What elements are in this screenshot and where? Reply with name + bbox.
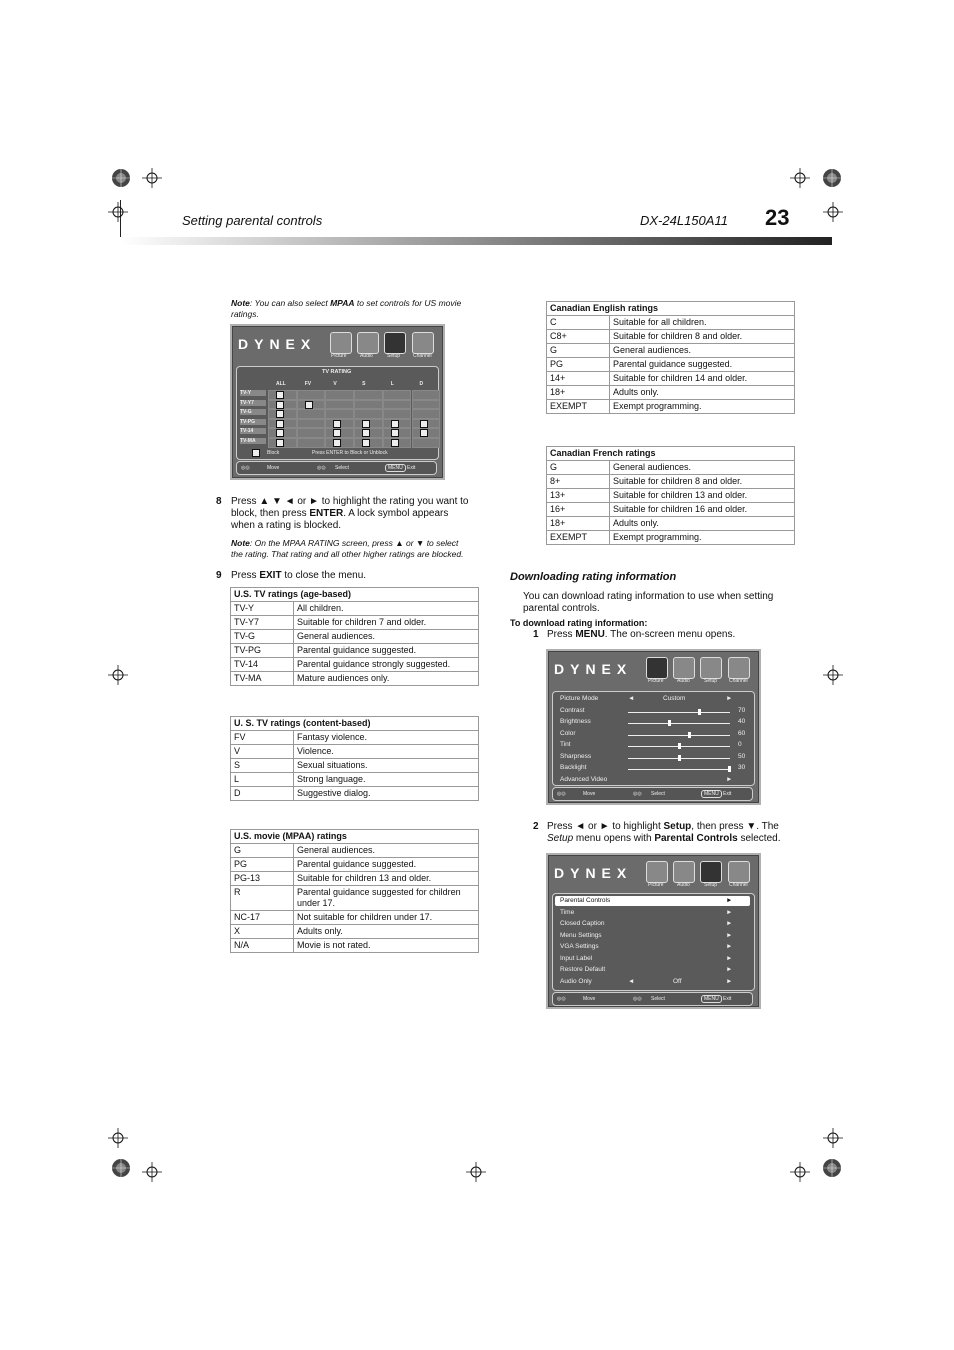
setup-icon xyxy=(700,657,722,679)
rating-cell[interactable] xyxy=(412,400,441,410)
menu-item-label[interactable]: Picture Mode xyxy=(560,695,599,702)
menu-item-label[interactable]: Parental Controls xyxy=(560,897,611,904)
rating-code: PG-13 xyxy=(231,872,294,886)
rating-description: Parental guidance strongly suggested. xyxy=(294,658,479,672)
rating-code: R xyxy=(231,886,294,911)
slider-knob[interactable] xyxy=(678,755,681,761)
rating-title: TV RATING xyxy=(322,369,352,375)
rating-description: Fantasy violence. xyxy=(294,731,479,745)
rating-description: Violence. xyxy=(294,745,479,759)
rating-code: TV-14 xyxy=(231,658,294,672)
rating-code: TV-MA xyxy=(231,672,294,686)
lock-icon xyxy=(333,420,341,428)
tab-picture: Picture xyxy=(331,353,347,359)
menu-item-label[interactable]: Brightness xyxy=(560,718,591,725)
tab-channel: Channel xyxy=(729,882,748,888)
foot-exit: Exit xyxy=(407,465,416,471)
table-row xyxy=(231,858,479,872)
rating-cell[interactable] xyxy=(297,390,326,400)
table-title: U.S. TV ratings (age-based) xyxy=(231,588,479,602)
lock-icon xyxy=(362,420,370,428)
color-target-mark xyxy=(822,168,842,188)
table-row xyxy=(231,844,479,858)
lock-icon xyxy=(391,429,399,437)
table-row xyxy=(231,773,479,787)
picture-icon xyxy=(330,332,352,354)
setup-menu-screen xyxy=(546,853,761,1009)
rating-code: 14+ xyxy=(547,372,610,386)
menu-item-value: 40 xyxy=(738,718,746,725)
dynex-logo: DYNEX xyxy=(238,336,317,352)
rating-code: 13+ xyxy=(547,489,610,503)
menu-item-label[interactable]: Restore Default xyxy=(560,966,606,973)
table-row xyxy=(547,475,795,489)
tab-channel: Channel xyxy=(413,353,432,359)
foot-move: Move xyxy=(583,996,596,1002)
rating-row-label[interactable]: TV-PG xyxy=(240,419,266,425)
arrow-right-icon[interactable]: ► xyxy=(726,775,733,783)
tab-picture: Picture xyxy=(648,678,664,684)
arrow-right-icon[interactable]: ► xyxy=(726,897,733,904)
registration-mark xyxy=(823,665,843,685)
arrow-right-icon[interactable]: ► xyxy=(726,908,733,916)
table-row xyxy=(231,787,479,801)
rating-description: Suitable for children 8 and older. xyxy=(610,330,795,344)
rating-column-header: S xyxy=(362,381,366,387)
menu-item-label[interactable]: Time xyxy=(560,908,575,916)
table-row xyxy=(547,461,795,475)
rating-code: 18+ xyxy=(547,517,610,531)
slider-track[interactable] xyxy=(628,735,730,736)
screen-footer xyxy=(552,992,753,1006)
lock-icon xyxy=(252,449,260,457)
rating-description: General audiences. xyxy=(610,344,795,358)
rating-description: Exempt programming. xyxy=(610,400,795,414)
lock-icon xyxy=(276,439,284,447)
menu-item-value: 50 xyxy=(738,752,746,760)
menu-item-label[interactable]: Audio Only xyxy=(560,977,592,985)
rating-description: Adults only. xyxy=(610,517,795,531)
tab-setup: Setup xyxy=(704,678,718,684)
arrow-right-icon[interactable]: ► xyxy=(726,977,733,985)
picture-icon xyxy=(646,657,668,679)
menu-item-label[interactable]: Color xyxy=(560,729,576,737)
lock-icon xyxy=(420,420,428,428)
table-row xyxy=(547,489,795,503)
table-row xyxy=(547,386,795,400)
registration-mark xyxy=(108,202,128,222)
lock-icon xyxy=(333,439,341,447)
rating-code: FV xyxy=(231,731,294,745)
lock-icon xyxy=(362,429,370,437)
registration-mark xyxy=(790,168,810,188)
rating-cell[interactable] xyxy=(354,390,383,400)
screen-footer xyxy=(236,461,437,475)
rating-description: Suitable for all children. xyxy=(610,316,795,330)
rating-code: C8+ xyxy=(547,330,610,344)
menu-item-label[interactable]: Contrast xyxy=(560,706,585,714)
registration-mark xyxy=(108,665,128,685)
rating-cell[interactable] xyxy=(297,428,326,438)
rating-cell[interactable] xyxy=(325,409,354,419)
us-tv-ratings-age-table xyxy=(230,587,479,686)
rating-code: TV-Y7 xyxy=(231,616,294,630)
table-row xyxy=(231,672,479,686)
lock-icon xyxy=(391,439,399,447)
foot-menu: MENU xyxy=(701,995,722,1003)
menu-item-value: Custom xyxy=(663,695,686,702)
table-row xyxy=(547,517,795,531)
table-row xyxy=(231,886,479,911)
setup-icon xyxy=(384,332,406,354)
channel-icon xyxy=(728,657,750,679)
slider-knob[interactable] xyxy=(698,709,701,715)
picture-menu-panel xyxy=(552,691,755,786)
table-row xyxy=(547,400,795,414)
foot-move: Move xyxy=(583,791,596,797)
rating-code: TV-Y xyxy=(231,602,294,616)
canadian-english-ratings-table xyxy=(546,301,795,414)
rating-code: S xyxy=(231,759,294,773)
table-row xyxy=(547,503,795,517)
rating-description: Parental guidance suggested for children under 17. xyxy=(294,886,479,911)
tab-setup: Setup xyxy=(387,353,401,359)
menu-item-label[interactable]: Menu Settings xyxy=(560,931,602,939)
lock-icon xyxy=(305,401,313,409)
tv-rating-screen xyxy=(230,324,445,480)
menu-item-label[interactable]: Closed Caption xyxy=(560,920,605,927)
table-row xyxy=(231,658,479,672)
step-9-number: 9 xyxy=(216,570,222,581)
rating-description: Exempt programming. xyxy=(610,531,795,545)
select-icon: ◎◎ xyxy=(633,791,642,797)
rating-code: EXEMPT xyxy=(547,400,610,414)
table-title: Canadian French ratings xyxy=(547,447,795,461)
step-9-text: Press EXIT to close the menu. xyxy=(231,570,367,581)
rating-cell[interactable] xyxy=(297,419,326,429)
lock-icon xyxy=(276,429,284,437)
rating-description: Suitable for children 13 and older. xyxy=(294,872,479,886)
tab-picture: Picture xyxy=(648,882,664,888)
rating-code: PG xyxy=(547,358,610,372)
rating-row-label[interactable]: TV-14 xyxy=(240,428,266,434)
menu-item-label[interactable]: Backlight xyxy=(560,764,587,771)
menu-item-label[interactable]: VGA Settings xyxy=(560,943,599,950)
menu-item-value: 60 xyxy=(738,729,746,737)
foot-select: Select xyxy=(651,996,665,1002)
table-title: U. S. TV ratings (content-based) xyxy=(231,717,479,731)
audio-icon xyxy=(357,332,379,354)
note-step-8: Note: On the MPAA RATING screen, press ▲ or ▼ to select the rating. That rating and all other higher ratings are blocked. xyxy=(231,538,464,559)
menu-item-label[interactable]: Sharpness xyxy=(560,752,592,760)
table-row xyxy=(231,759,479,773)
rating-cell[interactable] xyxy=(297,438,326,448)
table-row xyxy=(231,630,479,644)
lock-icon xyxy=(333,429,341,437)
tab-audio: Audio xyxy=(677,882,690,888)
lock-icon xyxy=(391,420,399,428)
table-row xyxy=(547,316,795,330)
lock-icon xyxy=(276,410,284,418)
rating-column-header: D xyxy=(419,381,424,387)
arrow-right-icon[interactable]: ► xyxy=(726,931,733,939)
audio-icon xyxy=(673,657,695,679)
menu-item-label[interactable]: Advanced Video xyxy=(560,775,608,783)
us-tv-ratings-content-table xyxy=(230,716,479,801)
rating-code: N/A xyxy=(231,939,294,953)
arrow-right-icon[interactable]: ► xyxy=(726,966,733,973)
rating-description: Parental guidance suggested. xyxy=(294,644,479,658)
rating-description: Parental guidance suggested. xyxy=(294,858,479,872)
rating-row-label[interactable]: TV-MA xyxy=(240,438,266,444)
rating-code: X xyxy=(231,925,294,939)
rating-description: Suitable for children 14 and older. xyxy=(610,372,795,386)
section-heading-download: Downloading rating information xyxy=(510,571,677,583)
rating-code: G xyxy=(547,461,610,475)
download-step-2-text: Press ◄ or ► to highlight Setup, then press ▼. The Setup menu opens with Parental Controls selected. xyxy=(547,821,781,844)
tab-channel: Channel xyxy=(729,678,748,684)
rating-code: L xyxy=(231,773,294,787)
rating-code: 18+ xyxy=(547,386,610,400)
rating-column-header: V xyxy=(333,381,337,387)
download-step-1-text: Press MENU. The on-screen menu opens. xyxy=(547,629,736,640)
rating-column-header: ALL xyxy=(276,381,286,387)
rating-column-header: L xyxy=(390,381,394,387)
rating-description: Not suitable for children under 17. xyxy=(294,911,479,925)
rating-description: Strong language. xyxy=(294,773,479,787)
slider-track[interactable] xyxy=(628,712,730,713)
rating-description: Mature audiences only. xyxy=(294,672,479,686)
table-row xyxy=(231,911,479,925)
slider-knob[interactable] xyxy=(688,732,691,738)
select-icon: ◎◎ xyxy=(317,465,326,471)
arrow-right-icon[interactable]: ► xyxy=(726,920,733,927)
download-step-2-number: 2 xyxy=(533,821,539,832)
registration-mark xyxy=(142,1162,162,1182)
setup-icon xyxy=(700,861,722,883)
arrow-right-icon[interactable]: ► xyxy=(726,943,733,950)
us-movie-ratings-table xyxy=(230,829,479,953)
rating-description: Adults only. xyxy=(610,386,795,400)
menu-item-label[interactable]: Input Label xyxy=(560,954,593,962)
foot-select: Select xyxy=(651,791,665,797)
rating-description: Suitable for children 13 and older. xyxy=(610,489,795,503)
color-target-mark xyxy=(822,1158,842,1178)
rating-cell[interactable] xyxy=(354,409,383,419)
table-row xyxy=(231,925,479,939)
rating-description: All children. xyxy=(294,602,479,616)
menu-item-value: 30 xyxy=(738,764,746,771)
rating-code: D xyxy=(231,787,294,801)
registration-mark xyxy=(823,202,843,222)
setup-menu-panel xyxy=(552,893,755,991)
table-row xyxy=(547,344,795,358)
move-icon: ◎◎ xyxy=(557,996,566,1002)
menu-item-value: 70 xyxy=(738,706,746,714)
color-target-mark xyxy=(111,1158,131,1178)
picture-icon xyxy=(646,861,668,883)
table-row xyxy=(231,939,479,953)
rating-description: Parental guidance suggested. xyxy=(610,358,795,372)
table-row xyxy=(547,531,795,545)
arrow-right-icon[interactable]: ► xyxy=(726,695,733,702)
table-title: U.S. movie (MPAA) ratings xyxy=(231,830,479,844)
dynex-logo: DYNEX xyxy=(554,865,633,881)
step-8-text: Press ▲ ▼ ◄ or ► to highlight the rating you want to block, then press ENTER. A lock symbol appears when a rating is blocked. xyxy=(231,496,469,531)
table-row xyxy=(231,872,479,886)
foot-menu: MENU xyxy=(385,464,406,472)
rating-description: Movie is not rated. xyxy=(294,939,479,953)
foot-exit: Exit xyxy=(723,996,732,1002)
table-row xyxy=(547,372,795,386)
table-title: Canadian English ratings xyxy=(547,302,795,316)
rating-code: TV-G xyxy=(231,630,294,644)
lock-icon xyxy=(276,420,284,428)
move-icon: ◎◎ xyxy=(241,465,250,471)
select-icon: ◎◎ xyxy=(633,996,642,1002)
registration-mark xyxy=(108,1128,128,1148)
table-row xyxy=(547,358,795,372)
foot-menu: MENU xyxy=(701,790,722,798)
arrow-left-icon[interactable]: ◄ xyxy=(628,695,635,702)
step-8-number: 8 xyxy=(216,496,222,507)
rating-code: G xyxy=(231,844,294,858)
registration-mark xyxy=(142,168,162,188)
table-row xyxy=(231,745,479,759)
download-step-1-number: 1 xyxy=(533,629,539,640)
rating-cell[interactable] xyxy=(383,400,412,410)
channel-icon xyxy=(412,332,434,354)
running-head-title: Setting parental controls xyxy=(182,213,323,228)
rating-row-label[interactable]: TV-Y xyxy=(240,390,266,396)
table-row xyxy=(231,602,479,616)
running-head-model: DX-24L150A11 xyxy=(640,213,728,228)
registration-mark xyxy=(790,1162,810,1182)
audio-icon xyxy=(673,861,695,883)
rating-description: Suggestive dialog. xyxy=(294,787,479,801)
rating-description: Suitable for children 7 and older. xyxy=(294,616,479,630)
lock-icon xyxy=(362,439,370,447)
rating-description: Suitable for children 16 and older. xyxy=(610,503,795,517)
note-mpaa: Note: You can also select MPAA to set controls for US movie ratings. xyxy=(231,298,462,319)
lock-icon xyxy=(276,391,284,399)
rating-cell[interactable] xyxy=(297,409,326,419)
menu-item-value: Off xyxy=(673,977,682,985)
menu-item-value: 0 xyxy=(738,741,742,748)
rating-code: NC-17 xyxy=(231,911,294,925)
rating-cell[interactable] xyxy=(325,390,354,400)
slider-knob[interactable] xyxy=(668,720,671,726)
rating-cell[interactable] xyxy=(412,409,441,419)
canadian-french-ratings-table xyxy=(546,446,795,545)
rating-description: Adults only. xyxy=(294,925,479,939)
rating-code: 8+ xyxy=(547,475,610,489)
foot-move: Move xyxy=(267,465,280,471)
screen-footer xyxy=(552,787,753,801)
lock-icon xyxy=(420,429,428,437)
table-row xyxy=(231,644,479,658)
rating-description: General audiences. xyxy=(294,630,479,644)
download-intro: You can download rating information to use when setting parental controls. xyxy=(523,591,774,614)
menu-item-label[interactable]: Tint xyxy=(560,741,571,748)
rating-description: Sexual situations. xyxy=(294,759,479,773)
slider-track[interactable] xyxy=(628,769,730,770)
rating-cell[interactable] xyxy=(354,400,383,410)
rating-code: TV-PG xyxy=(231,644,294,658)
foot-select: Select xyxy=(335,465,349,471)
color-target-mark xyxy=(111,168,131,188)
tab-audio: Audio xyxy=(677,678,690,684)
legend-block: Block xyxy=(267,450,280,456)
rating-row-label[interactable]: TV-Y7 xyxy=(240,400,266,406)
rating-cell[interactable] xyxy=(383,409,412,419)
registration-mark xyxy=(823,1128,843,1148)
registration-mark xyxy=(466,1162,486,1182)
rating-code: PG xyxy=(231,858,294,872)
arrow-left-icon[interactable]: ◄ xyxy=(628,977,635,985)
foot-exit: Exit xyxy=(723,791,732,797)
table-row xyxy=(231,731,479,745)
dynex-logo: DYNEX xyxy=(554,661,633,677)
slider-knob[interactable] xyxy=(678,743,681,749)
arrow-right-icon[interactable]: ► xyxy=(726,954,733,962)
rating-cell[interactable] xyxy=(383,390,412,400)
picture-menu-screen xyxy=(546,649,761,805)
rating-code: G xyxy=(547,344,610,358)
rating-code: C xyxy=(547,316,610,330)
move-icon: ◎◎ xyxy=(557,791,566,797)
rating-cell[interactable] xyxy=(412,438,441,448)
rating-cell[interactable] xyxy=(412,390,441,400)
rating-code: EXEMPT xyxy=(547,531,610,545)
header-rule xyxy=(120,237,832,245)
rating-description: General audiences. xyxy=(294,844,479,858)
channel-icon xyxy=(728,861,750,883)
table-row xyxy=(547,330,795,344)
rating-column-header: FV xyxy=(304,381,312,387)
rating-code: 16+ xyxy=(547,503,610,517)
lock-icon xyxy=(276,401,284,409)
table-row xyxy=(231,616,479,630)
rating-code: V xyxy=(231,745,294,759)
tab-audio: Audio xyxy=(360,353,373,359)
rating-description: General audiences. xyxy=(610,461,795,475)
rating-description: Suitable for children 8 and older. xyxy=(610,475,795,489)
download-subhead: To download rating information: xyxy=(510,618,648,628)
legend-text: Press ENTER to Block or Unblock xyxy=(312,450,388,456)
rating-row-label[interactable]: TV-G xyxy=(240,409,266,415)
slider-knob[interactable] xyxy=(728,766,731,772)
tab-setup: Setup xyxy=(704,882,718,888)
page-number: 23 xyxy=(765,205,790,230)
rating-cell[interactable] xyxy=(325,400,354,410)
slider-track[interactable] xyxy=(628,723,730,724)
